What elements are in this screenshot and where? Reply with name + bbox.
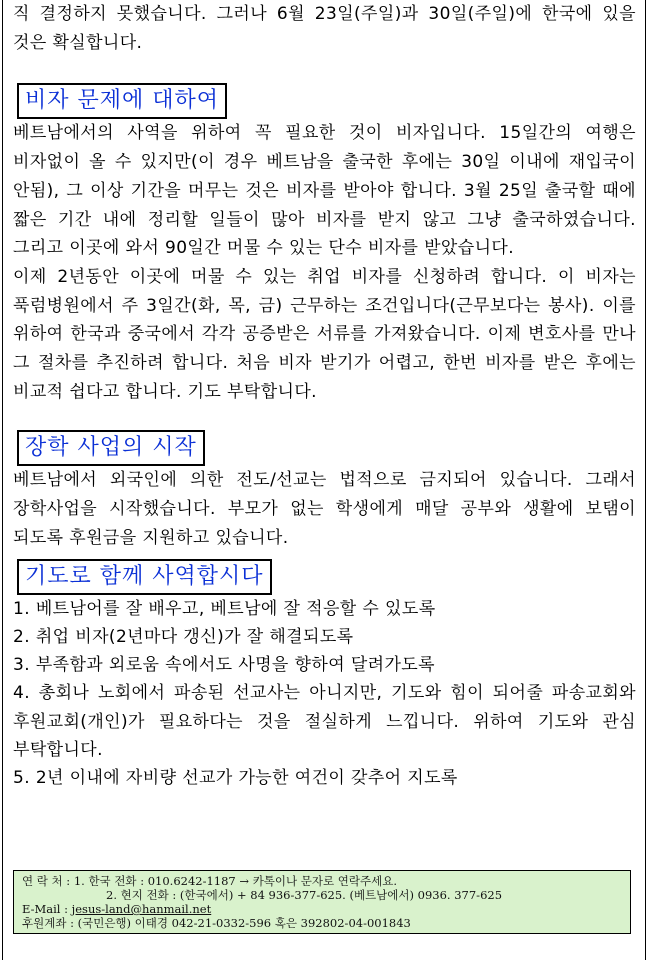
intro-paragraph: 직 결정하지 못했습니다. 그러나 6월 23일(주일)과 30일(주일)에 한국에 있을 것은 확실합니다. [13, 4, 636, 53]
page-border-right [645, 0, 646, 960]
contact-phone-local: 2. 현지 전화 : (한국에서) + 84 936-377-625. (베트남에서) 0936. 377-625 [106, 888, 503, 902]
newsletter-content [13, 0, 636, 793]
visa-paragraph-1: 베트남에서의 사역을 위하여 꼭 필요한 것이 비자입니다. 15일간의 여행은 비자없이 올 수 있지만(이 경우 베트남을 출국한 후에는 30일 이내에 재입국이 안됨), 그 이상 기간을 머무는 것은 비자를 받아야 합니다. 3월 25일 출국할 때에 짧은 기간 내에 정리할 일들이 많아 비자를 받지 않고 그냥 출국하였습니다. 그리고 이곳에 와서 90일간 머물 수 있는 단수 비자를 받았습니다. [13, 123, 636, 259]
visa-paragraph-2: 이제 2년동안 이곳에 머물 수 있는 취업 비자를 신청하려 합니다. 이 비자는 푹럼병원에서 주 3일간(화, 목, 금) 근무하는 조건입니다(근무보다는 봉사). 이를 위하여 한국과 중국에서 각각 공증받은 서류를 가져왔습니다. 이제 변호사를 만나 그 절차를 추진하려 합니다. 처음 비자 받기가 어렵고, 한번 비자를 받은 후에는 비교적 쉽다고 합니다. 기도 부탁합니다. [13, 266, 636, 402]
email-link[interactable]: jesus-land@hanmail.net [71, 902, 212, 916]
prayer-section-heading: 기도로 함께 사역합시다 [17, 559, 272, 595]
contact-box [13, 870, 631, 934]
donation-account: 후원계좌 : (국민은행) 이태경 042-21-0332-596 혹은 392802-04-001843 [22, 916, 411, 930]
prayer-item: 1. 베트남어를 잘 배우고, 베트남에 잘 적응할 수 있도록 [13, 598, 436, 619]
contact-phone-korea: 연 락 처 : 1. 한국 전화 : 010.6242-1187 → 카톡이나 문자로 연락주세요. [22, 874, 397, 888]
prayer-list [13, 595, 636, 793]
contact-email-row [22, 902, 622, 916]
prayer-item: 2. 취업 비자(2년마다 갱신)가 잘 해결되도록 [13, 626, 354, 647]
visa-section-heading: 비자 문제에 대하여 [17, 83, 227, 119]
email-label: E-Mail : [22, 902, 72, 916]
prayer-item: 4. 총회나 노회에서 파송된 선교사는 아니지만, 기도와 힘이 되어줄 파송교회와 후원교회(개인)가 필요하다는 것을 절실하게 느낍니다. 위하여 기도와 관심 부탁합니다. [13, 683, 636, 761]
prayer-item: 3. 부족함과 외로움 속에서도 사명을 향하여 달려가도록 [13, 655, 435, 676]
prayer-item: 5. 2년 이내에 자비량 선교가 가능한 여건이 갖추어 지도록 [13, 768, 458, 789]
scholarship-paragraph: 베트남에서 외국인에 의한 전도/선교는 법적으로 금지되어 있습니다. 그래서 장학사업을 시작했습니다. 부모가 없는 학생에게 매달 공부와 생활에 보탬이 되도록 후원금을 지원하고 있습니다. [13, 470, 636, 548]
scholarship-section-heading: 장학 사업의 시작 [17, 430, 205, 466]
page-border-left [2, 0, 3, 960]
